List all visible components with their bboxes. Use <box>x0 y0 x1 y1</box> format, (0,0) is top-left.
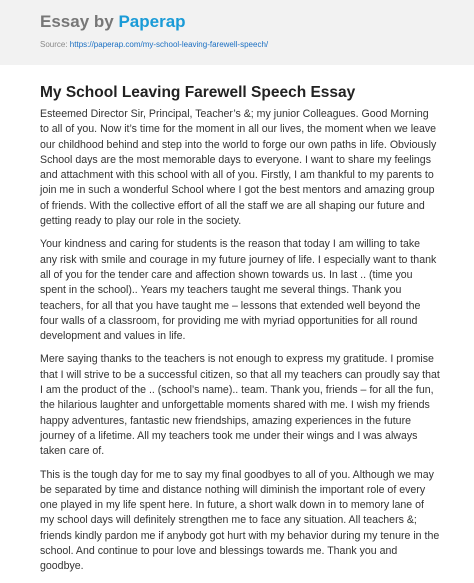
source-line <box>40 40 268 49</box>
essay-paragraph: Mere saying thanks to the teachers is not enough to express my gratitude. I promise that I will strive to be a successful citizen, so that all my teachers can proudly say that I am the product of the .. (school’s name).. team. Thank you, friends – for all the fun, the hilarious laughter and unforgettable moments shared with me. I wish my friends happy adventures, fantastic new friendships, amazing experiences in the future journey of a lifetime. All my teachers took me under their wings and I was always taken care of. <box>40 353 440 458</box>
source-label: Source: <box>40 40 70 49</box>
essay-paragraph: Your kindness and caring for students is the reason that today I am willing to take any risk with smile and courage in my future journey of life. I especially want to thank all of you for the tender care and affection shown towards us. In last .. (time you spent in the school).. Years my teachers taught me several things. Thank you teachers, for all that you have taught me – lessons that extended well beyond the four walls of a classroom, for providing me with myriad opportunities for all round development and values in life. <box>40 238 437 343</box>
essay-body <box>40 107 440 583</box>
brand-prefix: Essay by <box>40 12 119 31</box>
source-link[interactable]: https://paperap.com/my-school-leaving-farewell-speech/ <box>69 40 269 49</box>
essay-title: My School Leaving Farewell Speech Essay <box>40 84 356 101</box>
essay-paragraph: This is the tough day for me to say my final goodbyes to all of you. Although we may be separated by time and distance nothing will diminish the important role of every one played in my life spent here. In future, a short walk down in to memory lane of my school days will definitely strengthen me to face any situation. All teachers &; friends kindly pardon me if anybody got hurt with my behavior during my tenure in the school. And continue to pour love and blessings towards me. Thank you and goodbye. <box>40 468 440 573</box>
page-header <box>0 0 474 65</box>
brand-name: Paperap <box>118 12 186 31</box>
essay-paragraph: Esteemed Director Sir, Principal, Teacher’s &; my junior Colleagues. Good Morning to all of you. Now it’s time for the moment in all our lives, the moment when we leave our childhood behind and step into the world to forge our own paths in life. Obviously School days are the most memorable days to everyone. I want to share my feelings and attachment with this school with all of you. Firstly, I am thankful to my parents to join me in such a wonderful School where I got the best mentors and amazing group of friends. With the collective effort of all the staff we are all shaping our future and getting ready to play our role in the society. <box>40 108 437 228</box>
site-brand[interactable] <box>40 12 186 32</box>
